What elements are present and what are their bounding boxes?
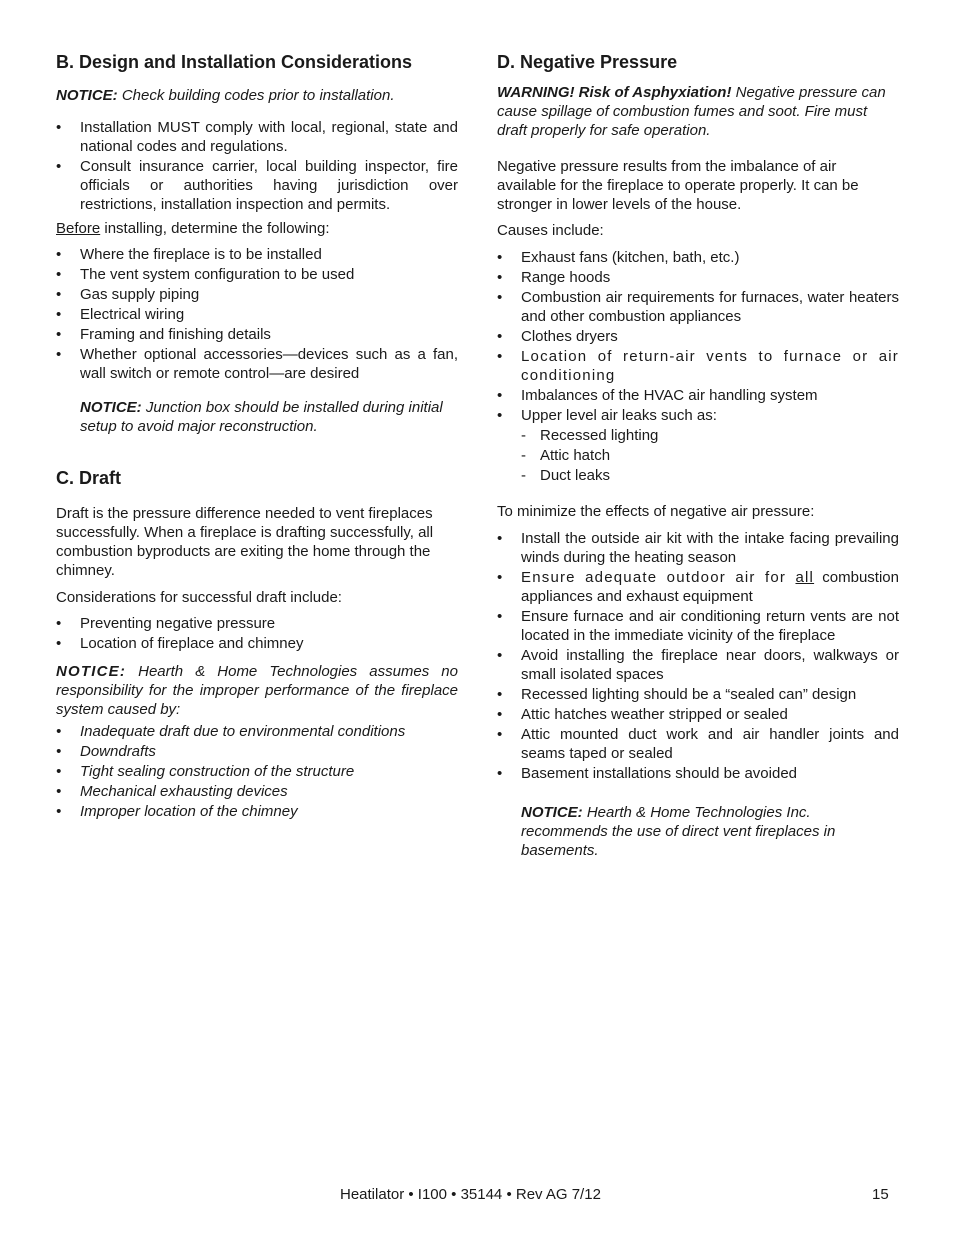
section-c-heading: C. Draft [56, 468, 122, 488]
list-item: • Exhaust fans (kitchen, bath, etc.) [497, 248, 899, 267]
minimize-intro: To minimize the effects of negative air pressure: [497, 503, 815, 520]
list-item: • Where the fireplace is to be installed [56, 245, 458, 264]
list-item: • Improper location of the chimney [56, 802, 458, 821]
list-item: • Imbalances of the HVAC air handling system [497, 386, 899, 405]
list-item: - Attic hatch [521, 446, 899, 465]
junction-box-notice: NOTICE: Junction box should be installed during initial setup to avoid major reconstruction. [80, 399, 443, 435]
draft-considerations-intro: Considerations for successful draft include: [56, 589, 342, 606]
list-item: • Whether optional accessories—devices such as a fan, wall switch or remote control—are desired [56, 345, 458, 383]
list-item: • Installation MUST comply with local, regional, state and national codes and regulations. [56, 118, 458, 156]
list-item: • Electrical wiring [56, 305, 458, 324]
list-item: • Ensure furnace and air conditioning return vents are not located in the immediate vicinity of the fireplace [497, 607, 899, 645]
list-item: - Recessed lighting [521, 426, 899, 445]
negative-pressure-definition: Negative pressure results from the imbalance of air available for the fireplace to operate properly. It can be stronger in lower levels of the house. [497, 158, 859, 213]
list-item: • Consult insurance carrier, local building inspector, fire officials or authorities having jurisdiction over restrictions, installation inspection and permits. [56, 157, 458, 214]
before-installing-text: Before installing, determine the following: [56, 220, 330, 237]
section-d-heading: D. Negative Pressure [497, 52, 678, 72]
page-number: 15 [872, 1186, 889, 1203]
minimize-list [497, 529, 899, 783]
causes-intro: Causes include: [497, 222, 604, 239]
asphyxiation-warning: WARNING! Risk of Asphyxiation! Negative pressure can cause spillage of combustion fumes and soot. Fire must draft properly for safe operation. [497, 84, 886, 139]
causes-list [56, 722, 458, 821]
list-item: • Location of return-air vents to furnace or air conditioning [497, 347, 899, 385]
list-item: - Duct leaks [521, 466, 899, 485]
list-item: • Preventing negative pressure [56, 614, 458, 633]
list-item: • Recessed lighting should be a “sealed can” design [497, 685, 899, 704]
codes-list [56, 118, 458, 214]
right-column [497, 50, 899, 860]
list-item: • Mechanical exhausting devices [56, 782, 458, 801]
determine-list [56, 245, 458, 383]
list-item: • Range hoods [497, 268, 899, 287]
air-leaks-sublist [521, 426, 899, 485]
list-item: • Gas supply piping [56, 285, 458, 304]
document-id: Heatilator • I100 • 35144 • Rev AG 7/12 [340, 1186, 601, 1203]
list-item: • Inadequate draft due to environmental conditions [56, 722, 458, 741]
list-item: • Combustion air requirements for furnaces, water heaters and other combustion appliances [497, 288, 899, 326]
list-item: • Upper level air leaks such as: - Recessed lighting - Attic hatch - Duct leaks [497, 406, 899, 485]
list-item: • Install the outside air kit with the intake facing prevailing winds during the heating season [497, 529, 899, 567]
basement-notice: NOTICE: Hearth & Home Technologies Inc. recommends the use of direct vent fireplaces in basements. [521, 804, 836, 859]
list-item: • Location of fireplace and chimney [56, 634, 458, 653]
list-item: • Ensure adequate outdoor air for all combustion appliances and exhaust equipment [497, 568, 899, 606]
list-item: • Avoid installing the fireplace near doors, walkways or small isolated spaces [497, 646, 899, 684]
list-item: • Basement installations should be avoided [497, 764, 899, 783]
section-b-heading: B. Design and Installation Considerations [56, 52, 413, 72]
list-item: • The vent system configuration to be used [56, 265, 458, 284]
list-item: • Tight sealing construction of the structure [56, 762, 458, 781]
list-item: • Downdrafts [56, 742, 458, 761]
section-b-notice: NOTICE: Check building codes prior to installation. [56, 87, 395, 104]
list-item: • Framing and finishing details [56, 325, 458, 344]
left-column [56, 50, 458, 822]
list-item: • Attic hatches weather stripped or sealed [497, 705, 899, 724]
draft-definition: Draft is the pressure difference needed to vent fireplaces successfully. When a fireplace is drafting successfully, all combustion byproducts are exiting the home through the chimney. [56, 505, 434, 579]
draft-considerations-list [56, 614, 458, 653]
list-item: • Clothes dryers [497, 327, 899, 346]
responsibility-notice: NOTICE: Hearth & Home Technologies assumes no responsibility for the improper performance of the fireplace system caused by: [56, 663, 458, 718]
list-item: • Attic mounted duct work and air handler joints and seams taped or sealed [497, 725, 899, 763]
negative-pressure-causes-list [497, 248, 899, 485]
